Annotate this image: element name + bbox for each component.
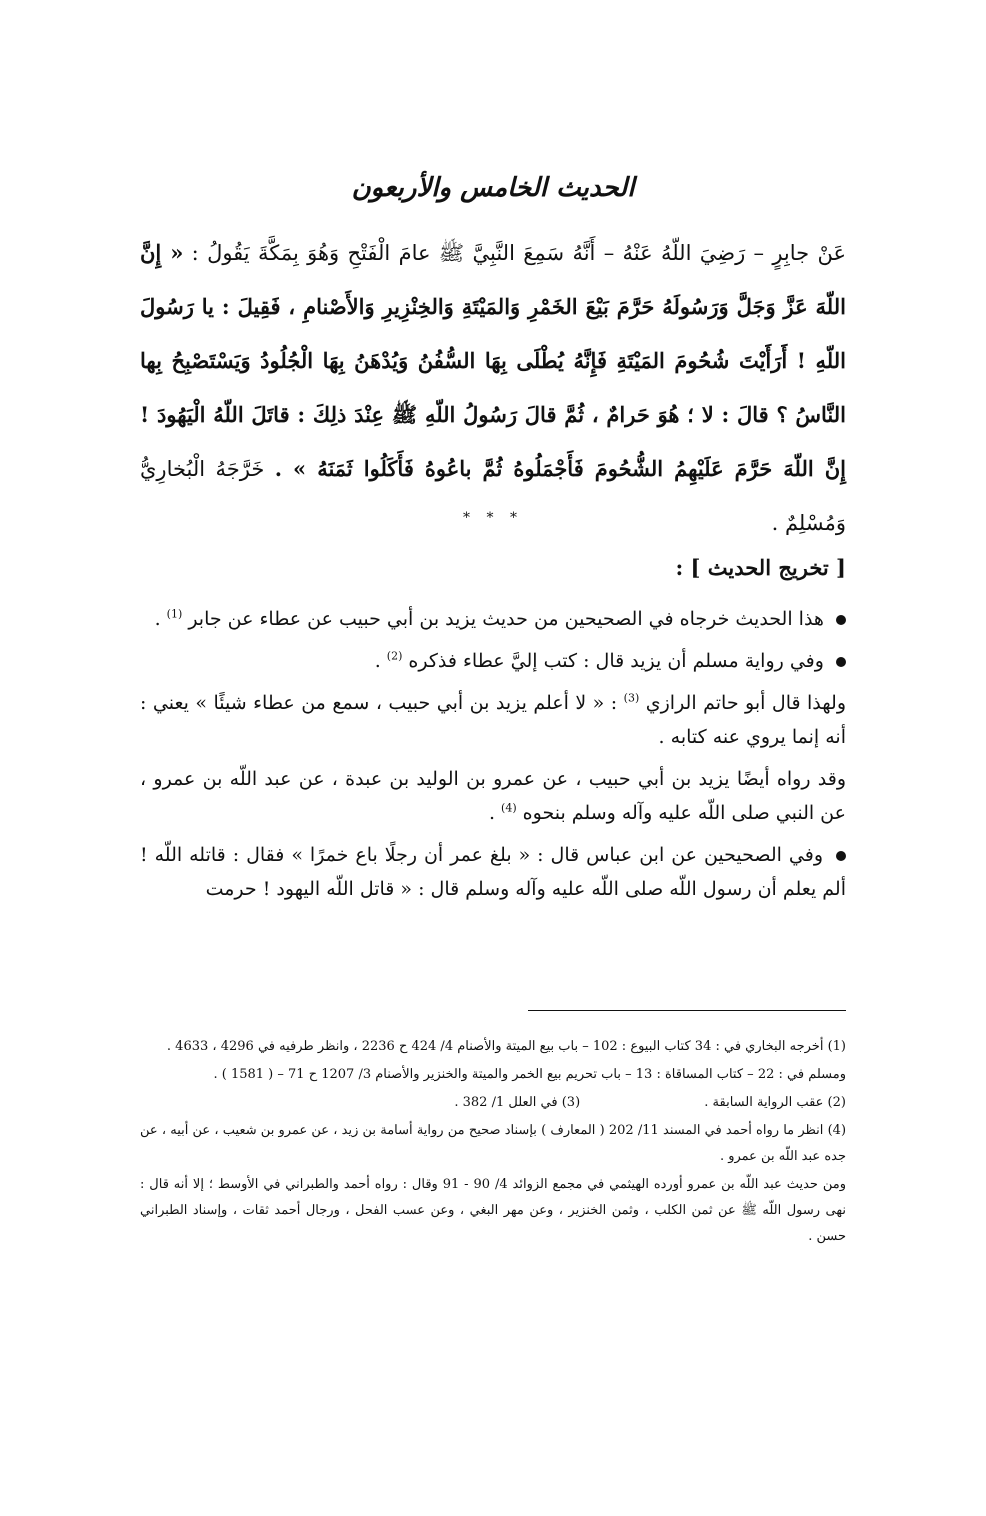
bullet-icon (836, 615, 846, 625)
footnote-1-cont: ومسلم في : 22 – كتاب المساقاة : 13 – باب تحريم بيع الخمر والميتة والخنزير والأصنام 3/ 1207 ح 71 – ( 1581 ) . (213, 1067, 846, 1082)
footnote-ref-4[interactable]: (4) (501, 801, 517, 815)
paragraph-1-text: هذا الحديث خرجاه في الصحيحين من حديث يزيد بن أبي حبيب عن عطاء عن جابر (188, 608, 824, 630)
section-title: [ تخريج الحديث ] (690, 555, 846, 580)
hadith-matn: « إِنَّ اللّهَ عَزَّ وَجَلَّ وَرَسُولَهُ حَرَّمَ بَيْعَ الخَمْرِ وَالمَيْتَةِ وَالخِنْزِيرِ وَالأَصْنامِ ، فَقِيلَ : يا رَسُولَ اللّهِ ! أَرَأَيْتَ شُحُومَ المَيْتَةِ فَإِنَّهُ يُطْلَى بِهَا السُّفُنُ وَيُدْهَنُ بِهَا الْجُلُودُ وَيَسْتَصْبِحُ بِها النَّاسُ ؟ قالَ : لا ؛ هُوَ حَرامٌ ، ثُمَّ قالَ رَسُولُ اللّهِ ﷺ عِنْدَ ذلِكَ : قاتَلَ اللّهُ الْيَهُودَ ! إِنَّ اللّهَ حَرَّمَ عَلَيْهِمُ الشُّحُومَ فَأَجْمَلُوهُ ثُمَّ باعُوهُ فَأَكَلُوا ثَمَنَهُ » . (140, 240, 846, 481)
footnote-3: (3) في العلل 1/ 382 . (454, 1095, 581, 1110)
hadith-chain: عَنْ جابِرٍ – رَضِيَ اللّهُ عَنْهُ – أَنَّهُ سَمِعَ النَّبِيَّ ﷺ عامَ الْفَتْحِ وَهُوَ بِمَكَّةَ يَقُولُ : (191, 241, 846, 265)
bullet-icon (836, 657, 846, 667)
paragraph-1 (140, 602, 846, 636)
paragraph-3 (140, 686, 846, 754)
footnote-2-3 (140, 1090, 846, 1116)
footnote-1: (1) أخرجه البخاري في : 34 كتاب البيوع : 102 – باب بيع الميتة والأصنام 4/ 424 ح 2236 ، وانظر طرفيه في 4296 ، 4633 . (166, 1039, 846, 1054)
paragraph-2 (140, 644, 846, 678)
footnote-ref-2[interactable]: (2) (386, 649, 403, 663)
paragraph-2-end: . (374, 650, 381, 672)
footnotes (140, 1034, 846, 1252)
section-separator: * * * (463, 510, 523, 526)
hadith-source: خَرَّجَهُ الْبُخارِيُّ وَمُسْلِمٌ . (140, 457, 846, 535)
footnote-4: (4) انظر ما رواه أحمد في المسند 11/ 202 ( المعارف ) بإسناد صحيح من رواية أسامة بن زيد ، عن عمرو بن شعيب ، عن أبيه ، عن جده عبد اللّه بن عمرو . (140, 1123, 847, 1164)
footnote-ref-3[interactable]: (3) (623, 691, 640, 705)
paragraph-5 (140, 838, 846, 906)
paragraph-4-end: . (488, 802, 495, 824)
paragraph-3-text-a: ولهذا قال أبو حاتم الرازي (645, 692, 847, 714)
footnote-divider (528, 1010, 846, 1011)
section-heading (140, 548, 846, 588)
bullet-icon (836, 851, 846, 861)
section-colon: : (675, 555, 684, 580)
paragraph-4-text: وقد رواه أيضًا يزيد بن أبي حبيب ، عن عمرو بن الوليد بن عبدة ، عن عبد اللّه بن عمرو ، عن النبي صلى اللّه عليه وآله وسلم بنحوه (140, 768, 846, 824)
paragraph-5-text: وفي الصحيحين عن ابن عباس قال : « بلغ عمر أن رجلًا باع خمرًا » فقال : قاتله اللّه ! ألم يعلم أن رسول اللّه صلى اللّه عليه وآله وسلم قال : « قاتل اللّه اليهود ! حرمت (140, 844, 846, 900)
commentary (140, 602, 846, 914)
paragraph-1-end: . (154, 608, 161, 630)
paragraph-2-text: وفي رواية مسلم أن يزيد قال : كتب إليَّ عطاء فذكره (408, 650, 824, 672)
chapter-title: الحديث الخامس والأربعون (351, 173, 635, 203)
paragraph-3-text-b: : « لا أعلم يزيد بن أبي حبيب ، سمع من عطاء شيئًا » يعني : أنه إنما يروي عنه كتابه . (140, 692, 846, 748)
paragraph-4 (140, 762, 846, 830)
footnote-ref-1[interactable]: (1) (166, 607, 183, 621)
footnote-2: (2) عقب الرواية السابقة . (704, 1095, 846, 1110)
book-page (140, 0, 846, 1516)
footnote-4-cont: ومن حديث عبد اللّه بن عمرو أورده الهيثمي في مجمع الزوائد 4/ 90 - 91 وقال : رواه أحمد والطبراني في الأوسط ؛ إلا أنه قال : نهى رسول اللّه ﷺ عن ثمن الكلب ، وثمن الخنزير ، وعن مهر البغي ، وعن عسب الفحل ، ورجال أحمد ثقات ، وإسناد الطبراني حسن . (140, 1177, 847, 1244)
hadith-text (140, 226, 846, 550)
